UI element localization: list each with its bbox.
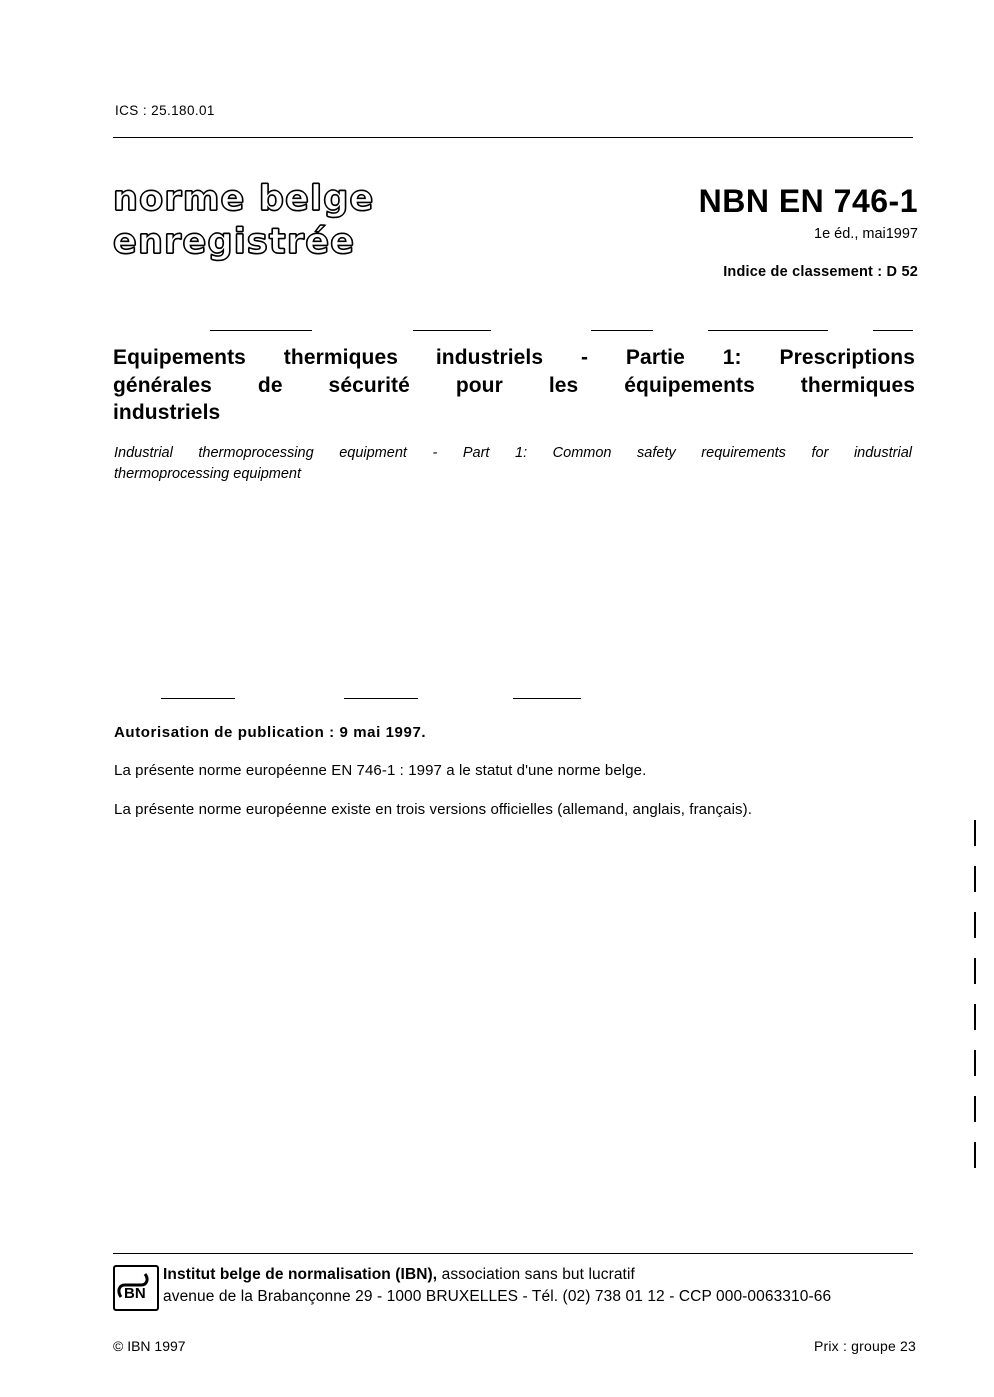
masthead-line-1: norme belge	[113, 179, 375, 219]
masthead-line-2: enregistrée	[113, 221, 356, 262]
dashed-divider-top	[113, 330, 913, 332]
svg-text:BN: BN	[124, 1285, 146, 1302]
footer-organisation	[163, 1266, 635, 1284]
authorisation-paragraph-2: La présente norme européenne existe en trois versions officielles (allemand, anglais, français).	[114, 801, 752, 818]
standard-classification: Indice de classement : D 52	[723, 264, 918, 280]
footer-organisation-name: Institut belge de normalisation (IBN),	[163, 1266, 438, 1283]
header-divider	[113, 137, 913, 138]
authorisation-paragraph-1: La présente norme européenne EN 746-1 : 1997 a le statut d'une norme belge.	[114, 762, 647, 779]
title-french-line-1: Equipements thermiques industriels - Partie 1: Prescriptions	[113, 346, 915, 369]
footer-divider	[113, 1253, 913, 1254]
dashed-divider-middle	[161, 698, 581, 700]
authorisation-heading: Autorisation de publication : 9 mai 1997.	[114, 724, 427, 741]
footer-organisation-suffix: association sans but lucratif	[437, 1266, 635, 1283]
title-french-line-2: générales de sécurité pour les équipements thermiques	[113, 373, 915, 397]
price-group: Prix : groupe 23	[813, 1338, 916, 1354]
title-french-line-3: industriels	[113, 401, 221, 425]
standard-number: NBN EN 746-1	[698, 183, 918, 219]
title-french	[113, 344, 915, 427]
copyright-notice: © IBN 1997	[113, 1338, 186, 1354]
ibn-logo	[113, 1265, 159, 1311]
title-english-line-1: Industrial thermoprocessing equipment - Part 1: Common safety requirements for industrial	[114, 445, 912, 461]
ics-code: ICS : 25.180.01	[115, 103, 215, 118]
title-english-line-2: thermoprocessing equipment	[114, 466, 301, 483]
title-english	[114, 443, 912, 485]
margin-change-marks	[974, 820, 976, 1170]
masthead	[113, 178, 543, 263]
standard-edition: 1e éd., mai1997	[814, 226, 918, 242]
footer-address: avenue de la Brabançonne 29 - 1000 BRUXELLES - Tél. (02) 738 01 12 - CCP 000-0063310-66	[163, 1288, 832, 1305]
